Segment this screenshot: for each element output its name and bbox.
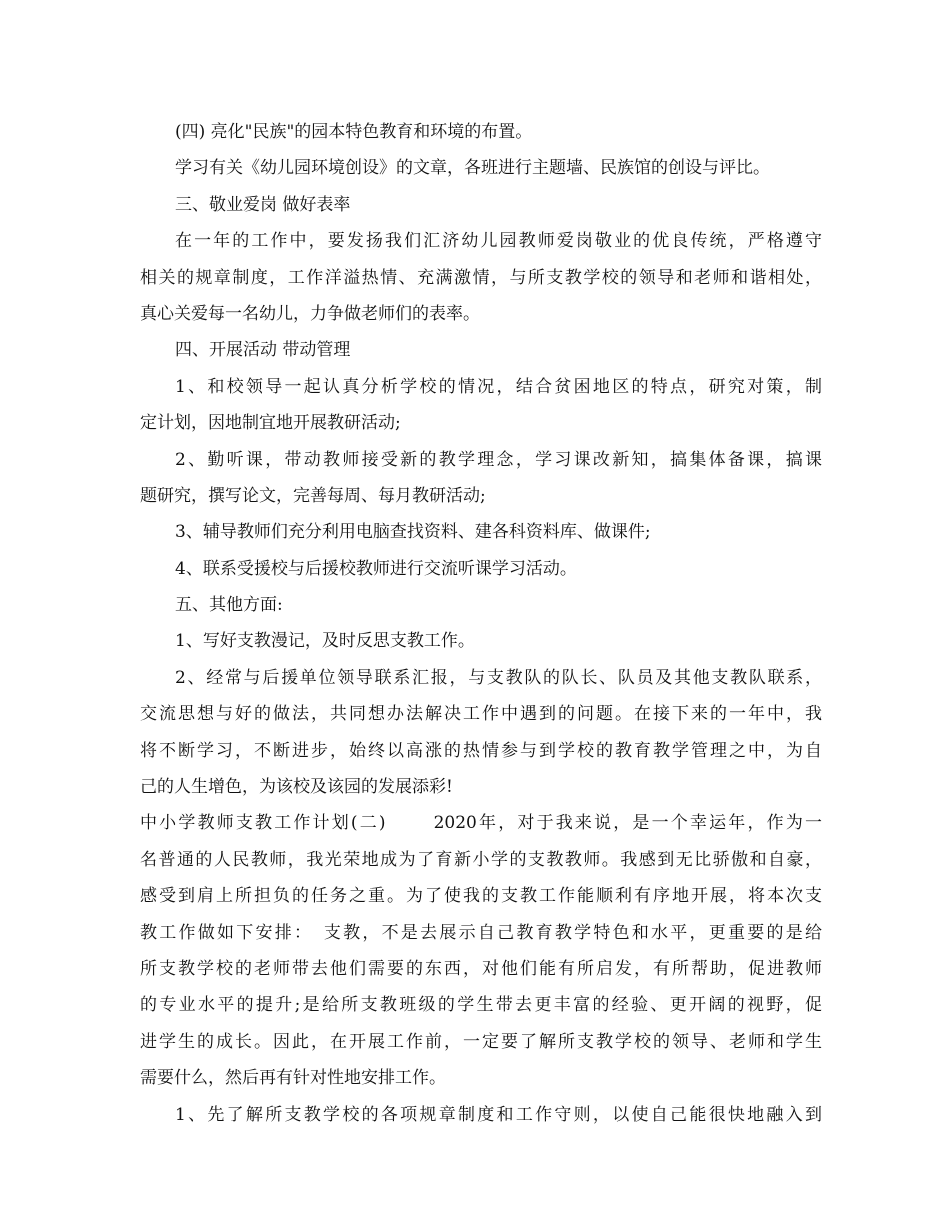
text-line: 感受到肩上所担负的任务之重。为了使我的支教工作能顺利有序地开展，将本次支 [140,886,822,907]
text-line: 名普通的人民教师，我光荣地成为了育新小学的支教教师。我感到无比骄傲和自豪， [140,849,822,870]
text-line: 进学生的成长。因此，在开展工作前，一定要了解所支教学校的领导、老师和学生 [140,1031,822,1052]
text-line: 真心关爱每一名幼儿，力争做老师们的表率。 [140,303,480,324]
section-heading: 四、开展活动 带动管理 [175,340,351,361]
text-line: 交流思想与好的做法，共同想办法解决工作中遇到的问题。在接下来的一年中，我 [140,704,822,725]
text-line: 在一年的工作中，要发扬我们汇济幼儿园教师爱岗敬业的优良传统，严格遵守 [175,231,822,252]
text-line: 4、联系受援校与后援校教师进行交流听课学习活动。 [175,558,577,579]
document-body [140,114,822,1133]
text-line: 2、勤听课，带动教师接受新的教学理念，学习课改新知，搞集体备课，搞课 [175,449,822,470]
text-line: 己的人生增色，为该校及该园的发展添彩! [140,777,453,798]
document-title-line: 中小学教师支教工作计划(二) 2020年，对于我来说，是一个幸运年，作为一 [140,813,822,834]
text-line: 教工作做如下安排： 支教，不是去展示自己教育教学特色和水平，更重要的是给 [140,922,822,943]
text-line: 将不断学习，不断进步，始终以高涨的热情参与到学校的教育教学管理之中，为自 [140,740,822,761]
text-line: 1、先了解所支教学校的各项规章制度和工作守则，以使自己能很快地融入到 [175,1104,822,1125]
text-line: 3、辅导教师们充分利用电脑查找资料、建各科资料库、做课件; [175,522,651,543]
text-line: 所支教学校的老师带去他们需要的东西，对他们能有所启发，有所帮助，促进教师 [140,958,822,979]
section-heading: 五、其他方面: [175,595,283,616]
text-line: (四) 亮化"民族"的园本特色教育和环境的布置。 [175,122,533,142]
text-line: 题研究，撰写论文，完善每周、每月教研活动; [140,485,486,506]
section-heading: 三、敬业爱岗 做好表率 [175,194,351,215]
text-line: 学习有关《幼儿园环境创设》的文章，各班进行主题墙、民族馆的创设与评比。 [175,158,770,179]
text-line: 相关的规章制度，工作洋溢热情、充满激情，与所支教学校的领导和老师和谐相处， [140,267,822,288]
text-line: 的专业水平的提升;是给所支教班级的学生带去更丰富的经验、更开阔的视野，促 [140,995,822,1016]
text-line: 2、经常与后援单位领导联系汇报，与支教队的队长、队员及其他支教队联系， [175,667,822,688]
text-line: 定计划，因地制宜地开展教研活动; [140,413,401,434]
text-line: 1、和校领导一起认真分析学校的情况，结合贫困地区的特点，研究对策，制 [175,376,822,397]
text-line: 需要什么，然后再有针对性地安排工作。 [140,1068,446,1089]
text-line: 1、写好支教漫记，及时反思支教工作。 [175,631,475,652]
